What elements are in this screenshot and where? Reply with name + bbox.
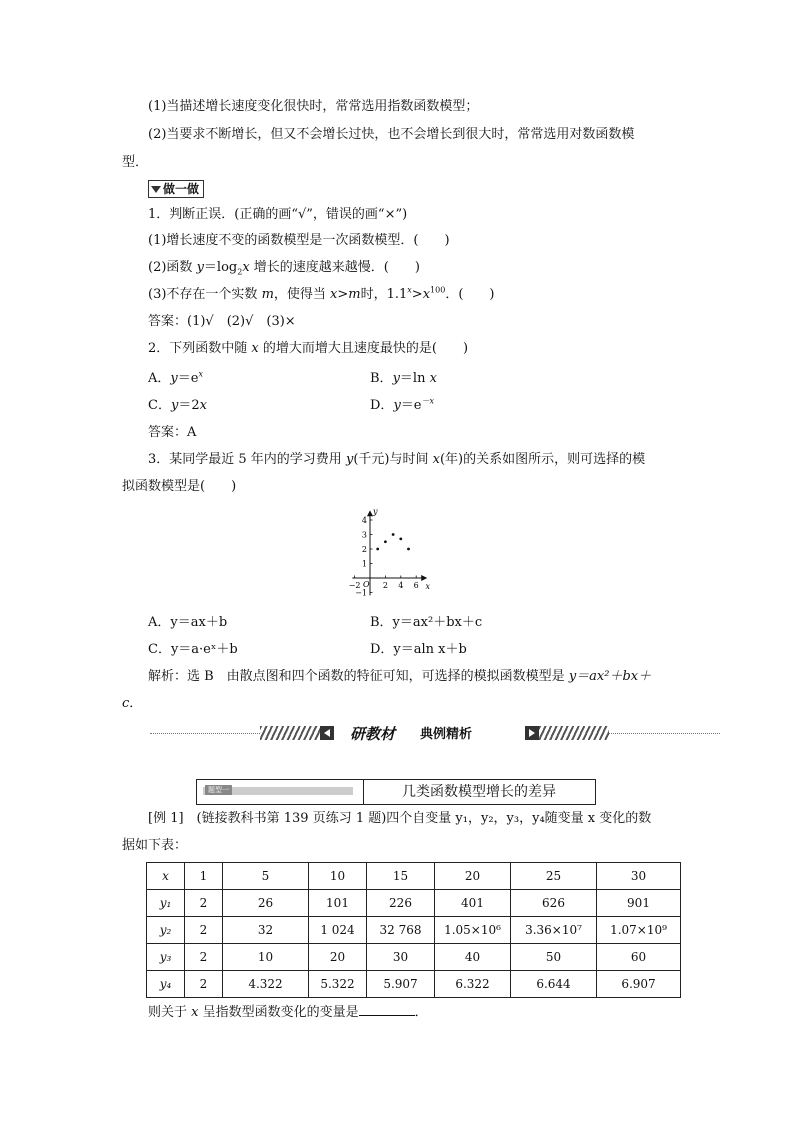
q1-statement-2: (2)函数 $y=\log_2x$ 增长的速度越来越慢．( )	[148, 260, 420, 277]
q1-statement-1: (1)增长速度不变的函数模型是一次函数模型．( )	[148, 233, 450, 248]
table-cell: 26	[223, 890, 309, 917]
table-cell: 1.07×10⁹	[597, 917, 681, 944]
q3-option-b: B．y＝ax²＋bx＋c	[370, 615, 483, 630]
banner-arrow-left-icon	[320, 726, 334, 740]
table-cell: 2	[185, 890, 223, 917]
table-cell: 40	[435, 944, 511, 971]
intro-line-2: (2)当要求不断增长，但又不会增长过快，也不会增长到很大时，常常选用对数函数模	[148, 127, 635, 142]
table-cell: 20	[309, 944, 367, 971]
banner-dots-right	[609, 733, 720, 734]
table-cell: 10	[309, 863, 367, 890]
q3-option-c: C．y＝a·eˣ＋b	[148, 642, 238, 657]
intro-line-3: 型．	[122, 155, 149, 170]
q3-option-a: A．y＝ax＋b	[148, 615, 228, 630]
table-cell: 30	[367, 944, 435, 971]
y-axis-label: y	[373, 507, 378, 517]
q2-option-c: C．y＝2x	[148, 398, 207, 413]
table-row-label: y₂	[147, 917, 185, 944]
table-cell: 32	[223, 917, 309, 944]
table-cell: 2	[185, 917, 223, 944]
y-tick-label: 2	[361, 545, 367, 554]
table-row	[147, 971, 681, 998]
x-tick-label: −2	[348, 581, 361, 590]
section-tag: 题型一	[205, 785, 232, 795]
triangle-down-icon	[151, 186, 161, 193]
table-cell: 25	[511, 863, 597, 890]
practice-badge	[148, 180, 204, 198]
table-cell: 2	[185, 944, 223, 971]
banner-stripes-right	[539, 726, 609, 740]
table-cell: 5.322	[309, 971, 367, 998]
q1-stem: 1．判断正误．(正确的画“√”，错误的画“×”)	[148, 207, 408, 222]
table-cell: 1	[185, 863, 223, 890]
y-tick-label: 3	[361, 530, 367, 540]
table-row-label: y₄	[147, 971, 185, 998]
data-point	[392, 533, 395, 536]
table-cell: 1.05×10⁶	[435, 917, 511, 944]
answer-blank[interactable]	[359, 1003, 415, 1016]
table-cell: 10	[223, 944, 309, 971]
table-header-row	[147, 863, 681, 890]
q1-statement-3: (3)不存在一个实数 m，使得当 x>m时，$1.1^x>x^{100}$．( )	[148, 285, 495, 302]
table-row	[147, 944, 681, 971]
table-row	[147, 917, 681, 944]
section-header	[196, 779, 596, 805]
table-cell: 5.907	[367, 971, 435, 998]
data-point	[376, 548, 379, 551]
data-point	[407, 548, 410, 551]
q2-option-b: B．y＝ln x	[370, 371, 437, 386]
x-axis-label: x	[425, 582, 430, 591]
table-cell: 226	[367, 890, 435, 917]
example-question: 则关于 x 呈指数型函数变化的变量是 ．	[148, 1005, 428, 1020]
banner-arrow-right-icon	[525, 726, 539, 740]
table-cell: 15	[367, 863, 435, 890]
table-row-label: x	[147, 863, 185, 890]
section-title: 几类函数模型增长的差异	[402, 784, 556, 800]
q1-answer: 答案：(1)√ (2)√ (3)×	[148, 314, 296, 329]
section-tag-cell	[197, 780, 364, 804]
banner-subtitle: 典例精析	[420, 727, 473, 742]
example-line-2: 据如下表：	[122, 838, 188, 853]
table-cell: 3.36×10⁷	[511, 917, 597, 944]
section-banner	[150, 723, 720, 745]
table-cell: 626	[511, 890, 597, 917]
table-cell: 20	[435, 863, 511, 890]
y-tick-label: 4	[361, 516, 367, 525]
data-table	[146, 862, 681, 998]
y-tick-label: −1	[355, 588, 367, 598]
table-row-label: y₃	[147, 944, 185, 971]
table-cell: 6.644	[511, 971, 597, 998]
table-row	[147, 890, 681, 917]
banner-dots-left	[150, 733, 260, 734]
intro-line-1: (1)当描述增长速度变化很快时，常常选用指数函数模型；	[148, 99, 479, 114]
table-cell: 101	[309, 890, 367, 917]
table-cell: 32 768	[367, 917, 435, 944]
table-cell: 1 024	[309, 917, 367, 944]
y-tick-label: 1	[361, 559, 367, 569]
q2-stem: 2．下列函数中随 x 的增大而增大且速度最快的是( )	[148, 341, 469, 356]
q3-solution-cont: c．	[122, 696, 143, 711]
q3-stem-line-2: 拟函数模型是( )	[122, 479, 237, 494]
x-tick-label: 2	[382, 581, 388, 590]
table-cell: 4.322	[223, 971, 309, 998]
table-cell: 50	[511, 944, 597, 971]
table-cell: 5	[223, 863, 309, 890]
table-cell: 901	[597, 890, 681, 917]
x-tick-label: 4	[398, 581, 404, 590]
q3-stem-line-1: 3．某同学最近 5 年内的学习费用 y(千元)与时间 x(年)的关系如图所示，则可选择的模	[148, 452, 646, 467]
q2-answer: 答案：A	[148, 425, 197, 440]
x-tick-label: 6	[413, 581, 419, 590]
table-cell: 6.322	[435, 971, 511, 998]
scatter-chart	[330, 505, 490, 605]
table-row-label: y₁	[147, 890, 185, 917]
q2-option-a: A．$y=e^x$	[148, 369, 203, 386]
practice-badge-label: 做一做	[163, 182, 200, 196]
example-line-1: [例 1] (链接教科书第 139 页练习 1 题)四个自变量 y₁，y₂，y₃，y₄随变量 x 变化的数	[148, 811, 652, 826]
banner-title: 研教材	[350, 725, 396, 743]
table-cell: 2	[185, 971, 223, 998]
data-point	[384, 540, 387, 543]
table-cell: 60	[597, 944, 681, 971]
q2-option-d: D．$y=e^{-x}$	[370, 396, 435, 413]
table-cell: 6.907	[597, 971, 681, 998]
q3-option-d: D．y＝aln x＋b	[370, 642, 467, 657]
table-cell: 401	[435, 890, 511, 917]
data-point	[399, 537, 402, 540]
table-cell: 30	[597, 863, 681, 890]
origin-label: O	[363, 580, 370, 589]
q3-solution: 解析：选 B 由散点图和四个函数的特征可知，可选择的模拟函数模型是 y＝ax²＋bx＋	[148, 669, 652, 684]
